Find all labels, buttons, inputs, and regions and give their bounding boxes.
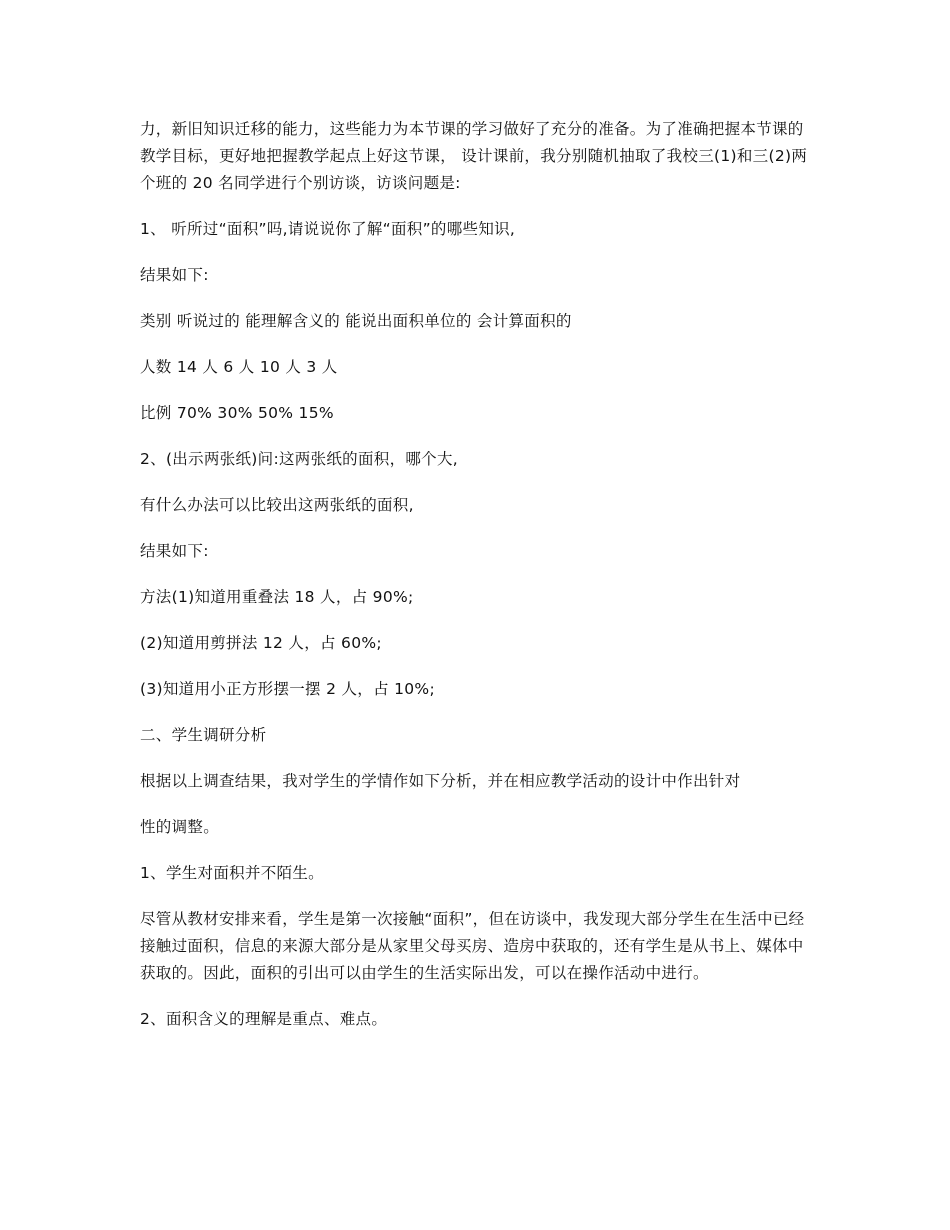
paragraph-point-2: 2、面积含义的理解是重点、难点。 <box>140 1010 388 1028</box>
paragraph-question-2-cont: 有什么办法可以比较出这两张纸的面积, <box>140 496 414 514</box>
paragraph-analysis-intro-cont: 性的调整。 <box>140 818 220 836</box>
document-body <box>140 116 812 1033</box>
paragraph-count-row: 人数 14 人 6 人 10 人 3 人 <box>140 358 338 376</box>
paragraph-method-3: (3)知道用小正方形摆一摆 2 人，占 10%; <box>140 680 435 698</box>
paragraph-results-label-2: 结果如下: <box>140 542 209 560</box>
paragraph-method-1: 方法(1)知道用重叠法 18 人，占 90%; <box>140 588 414 606</box>
paragraph-point-1-detail: 尽管从教材安排来看，学生是第一次接触“面积”，但在访谈中，我发现大部分学生在生活中已经接触过面积，信息的来源大部分是从家里父母买房、造房中获取的，还有学生是从书上、媒体中获取的。因此，面积的引出可以由学生的生活实际出发，可以在操作活动中进行。 <box>140 910 805 982</box>
paragraph-question-2: 2、(出示两张纸)问:这两张纸的面积，哪个大, <box>140 450 459 468</box>
paragraph-intro: 力，新旧知识迁移的能力，这些能力为本节课的学习做好了充分的准备。为了准确把握本节课的教学目标，更好地把握教学起点上好这节课， 设计课前，我分别随机抽取了我校三(1)和三(2)两个班的 20 名同学进行个别访谈，访谈问题是: <box>140 120 808 192</box>
paragraph-method-2: (2)知道用剪拼法 12 人，占 60%; <box>140 634 382 652</box>
paragraph-analysis-intro: 根据以上调查结果，我对学生的学情作如下分析，并在相应教学活动的设计中作出针对 <box>140 772 741 790</box>
paragraph-ratio-row: 比例 70% 30% 50% 15% <box>140 404 334 422</box>
paragraph-results-label-1: 结果如下: <box>140 266 209 284</box>
paragraph-category-row: 类别 听说过的 能理解含义的 能说出面积单位的 会计算面积的 <box>140 312 572 330</box>
section-heading-analysis: 二、学生调研分析 <box>140 726 267 744</box>
paragraph-question-1: 1、 听所过“面积”吗,请说说你了解“面积”的哪些知识, <box>140 220 516 238</box>
paragraph-point-1: 1、学生对面积并不陌生。 <box>140 864 324 882</box>
